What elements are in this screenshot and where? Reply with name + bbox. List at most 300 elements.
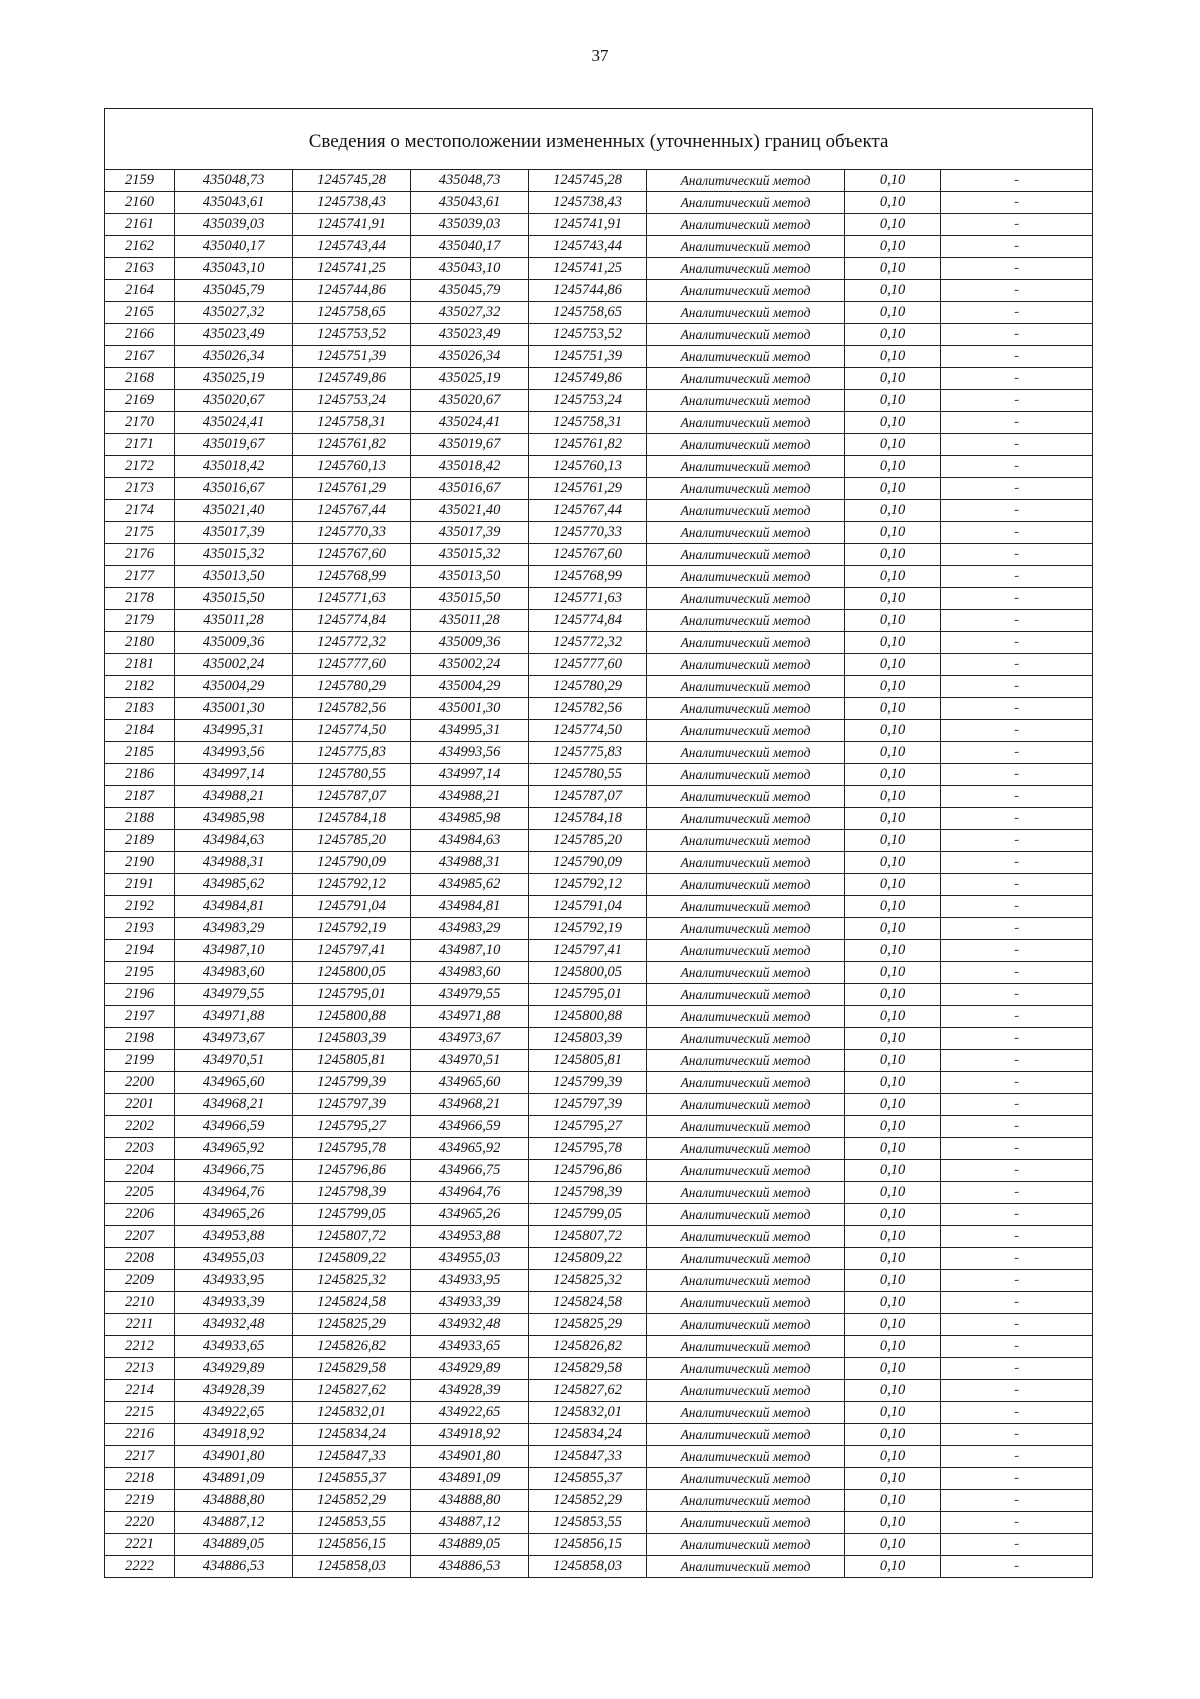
point-number-cell: 2193 — [105, 918, 175, 940]
x-new-cell: 434988,31 — [411, 852, 529, 874]
x-new-cell: 435019,67 — [411, 434, 529, 456]
method-cell: Аналитический метод — [647, 764, 845, 786]
x-new-cell: 435015,32 — [411, 544, 529, 566]
accuracy-cell: 0,10 — [845, 280, 941, 302]
method-cell: Аналитический метод — [647, 1116, 845, 1138]
point-number-cell: 2194 — [105, 940, 175, 962]
method-cell: Аналитический метод — [647, 1072, 845, 1094]
method-cell: Аналитический метод — [647, 984, 845, 1006]
x-new-cell: 434888,80 — [411, 1490, 529, 1512]
note-cell: - — [941, 258, 1093, 280]
y-existing-cell: 1245767,60 — [293, 544, 411, 566]
method-cell: Аналитический метод — [647, 786, 845, 808]
table-row — [105, 830, 1093, 852]
x-existing-cell: 434988,31 — [175, 852, 293, 874]
x-new-cell: 434970,51 — [411, 1050, 529, 1072]
y-existing-cell: 1245796,86 — [293, 1160, 411, 1182]
accuracy-cell: 0,10 — [845, 1072, 941, 1094]
table-row — [105, 1226, 1093, 1248]
table-row — [105, 1182, 1093, 1204]
point-number-cell: 2160 — [105, 192, 175, 214]
accuracy-cell: 0,10 — [845, 258, 941, 280]
x-new-cell: 434928,39 — [411, 1380, 529, 1402]
x-existing-cell: 434888,80 — [175, 1490, 293, 1512]
note-cell: - — [941, 1512, 1093, 1534]
note-cell: - — [941, 1248, 1093, 1270]
y-existing-cell: 1245853,55 — [293, 1512, 411, 1534]
x-existing-cell: 435025,19 — [175, 368, 293, 390]
x-existing-cell: 435021,40 — [175, 500, 293, 522]
y-new-cell: 1245800,05 — [529, 962, 647, 984]
y-existing-cell: 1245834,24 — [293, 1424, 411, 1446]
y-new-cell: 1245790,09 — [529, 852, 647, 874]
table-row — [105, 1358, 1093, 1380]
y-new-cell: 1245856,15 — [529, 1534, 647, 1556]
note-cell: - — [941, 1468, 1093, 1490]
method-cell: Аналитический метод — [647, 1402, 845, 1424]
x-existing-cell: 434995,31 — [175, 720, 293, 742]
x-existing-cell: 435039,03 — [175, 214, 293, 236]
y-existing-cell: 1245795,01 — [293, 984, 411, 1006]
point-number-cell: 2196 — [105, 984, 175, 1006]
x-new-cell: 435009,36 — [411, 632, 529, 654]
table-row — [105, 610, 1093, 632]
note-cell: - — [941, 1446, 1093, 1468]
note-cell: - — [941, 1116, 1093, 1138]
accuracy-cell: 0,10 — [845, 1292, 941, 1314]
method-cell: Аналитический метод — [647, 1248, 845, 1270]
table-row — [105, 786, 1093, 808]
accuracy-cell: 0,10 — [845, 984, 941, 1006]
note-cell: - — [941, 500, 1093, 522]
method-cell: Аналитический метод — [647, 566, 845, 588]
y-existing-cell: 1245790,09 — [293, 852, 411, 874]
table-row — [105, 1534, 1093, 1556]
x-new-cell: 434901,80 — [411, 1446, 529, 1468]
table-row — [105, 1094, 1093, 1116]
accuracy-cell: 0,10 — [845, 368, 941, 390]
point-number-cell: 2210 — [105, 1292, 175, 1314]
note-cell: - — [941, 1380, 1093, 1402]
y-new-cell: 1245827,62 — [529, 1380, 647, 1402]
x-existing-cell: 434929,89 — [175, 1358, 293, 1380]
table-row — [105, 258, 1093, 280]
x-existing-cell: 434901,80 — [175, 1446, 293, 1468]
note-cell: - — [941, 214, 1093, 236]
accuracy-cell: 0,10 — [845, 566, 941, 588]
accuracy-cell: 0,10 — [845, 808, 941, 830]
y-new-cell: 1245738,43 — [529, 192, 647, 214]
x-existing-cell: 434918,92 — [175, 1424, 293, 1446]
y-new-cell: 1245809,22 — [529, 1248, 647, 1270]
table-row — [105, 456, 1093, 478]
x-existing-cell: 435043,61 — [175, 192, 293, 214]
y-new-cell: 1245787,07 — [529, 786, 647, 808]
method-cell: Аналитический метод — [647, 1512, 845, 1534]
y-existing-cell: 1245767,44 — [293, 500, 411, 522]
method-cell: Аналитический метод — [647, 654, 845, 676]
x-new-cell: 435011,28 — [411, 610, 529, 632]
x-new-cell: 435018,42 — [411, 456, 529, 478]
note-cell: - — [941, 1226, 1093, 1248]
accuracy-cell: 0,10 — [845, 764, 941, 786]
y-existing-cell: 1245744,86 — [293, 280, 411, 302]
table-row — [105, 588, 1093, 610]
y-existing-cell: 1245780,55 — [293, 764, 411, 786]
point-number-cell: 2184 — [105, 720, 175, 742]
note-cell: - — [941, 786, 1093, 808]
x-new-cell: 435045,79 — [411, 280, 529, 302]
table-row — [105, 1072, 1093, 1094]
x-existing-cell: 434933,95 — [175, 1270, 293, 1292]
y-existing-cell: 1245798,39 — [293, 1182, 411, 1204]
method-cell: Аналитический метод — [647, 1050, 845, 1072]
x-existing-cell: 434988,21 — [175, 786, 293, 808]
x-existing-cell: 435020,67 — [175, 390, 293, 412]
note-cell: - — [941, 654, 1093, 676]
y-existing-cell: 1245772,32 — [293, 632, 411, 654]
accuracy-cell: 0,10 — [845, 610, 941, 632]
accuracy-cell: 0,10 — [845, 170, 941, 192]
method-cell: Аналитический метод — [647, 588, 845, 610]
y-new-cell: 1245760,13 — [529, 456, 647, 478]
table-row — [105, 1028, 1093, 1050]
y-new-cell: 1245741,25 — [529, 258, 647, 280]
point-number-cell: 2185 — [105, 742, 175, 764]
y-new-cell: 1245782,56 — [529, 698, 647, 720]
point-number-cell: 2186 — [105, 764, 175, 786]
method-cell: Аналитический метод — [647, 478, 845, 500]
note-cell: - — [941, 1534, 1093, 1556]
note-cell: - — [941, 1028, 1093, 1050]
x-new-cell: 435021,40 — [411, 500, 529, 522]
accuracy-cell: 0,10 — [845, 1556, 941, 1578]
y-existing-cell: 1245858,03 — [293, 1556, 411, 1578]
note-cell: - — [941, 742, 1093, 764]
table-row — [105, 1314, 1093, 1336]
table-title-row — [105, 109, 1093, 170]
table-row — [105, 1204, 1093, 1226]
accuracy-cell: 0,10 — [845, 1050, 941, 1072]
x-existing-cell: 435011,28 — [175, 610, 293, 632]
note-cell: - — [941, 412, 1093, 434]
table-row — [105, 720, 1093, 742]
table-row — [105, 1402, 1093, 1424]
note-cell: - — [941, 302, 1093, 324]
table-row — [105, 1116, 1093, 1138]
y-existing-cell: 1245800,05 — [293, 962, 411, 984]
note-cell: - — [941, 1204, 1093, 1226]
point-number-cell: 2182 — [105, 676, 175, 698]
note-cell: - — [941, 324, 1093, 346]
table-row — [105, 852, 1093, 874]
y-existing-cell: 1245760,13 — [293, 456, 411, 478]
note-cell: - — [941, 1050, 1093, 1072]
accuracy-cell: 0,10 — [845, 1138, 941, 1160]
x-new-cell: 435024,41 — [411, 412, 529, 434]
y-existing-cell: 1245761,29 — [293, 478, 411, 500]
accuracy-cell: 0,10 — [845, 1402, 941, 1424]
y-existing-cell: 1245741,91 — [293, 214, 411, 236]
note-cell: - — [941, 236, 1093, 258]
y-existing-cell: 1245770,33 — [293, 522, 411, 544]
y-new-cell: 1245767,44 — [529, 500, 647, 522]
x-existing-cell: 435015,32 — [175, 544, 293, 566]
x-new-cell: 434933,95 — [411, 1270, 529, 1292]
accuracy-cell: 0,10 — [845, 522, 941, 544]
x-new-cell: 434886,53 — [411, 1556, 529, 1578]
x-new-cell: 435013,50 — [411, 566, 529, 588]
table-row — [105, 1556, 1093, 1578]
y-new-cell: 1245761,29 — [529, 478, 647, 500]
method-cell: Аналитический метод — [647, 302, 845, 324]
method-cell: Аналитический метод — [647, 1006, 845, 1028]
x-new-cell: 434953,88 — [411, 1226, 529, 1248]
y-existing-cell: 1245784,18 — [293, 808, 411, 830]
note-cell: - — [941, 940, 1093, 962]
x-existing-cell: 435018,42 — [175, 456, 293, 478]
point-number-cell: 2170 — [105, 412, 175, 434]
y-existing-cell: 1245855,37 — [293, 1468, 411, 1490]
x-existing-cell: 434984,63 — [175, 830, 293, 852]
x-new-cell: 434965,26 — [411, 1204, 529, 1226]
x-existing-cell: 435026,34 — [175, 346, 293, 368]
note-cell: - — [941, 610, 1093, 632]
x-existing-cell: 435024,41 — [175, 412, 293, 434]
accuracy-cell: 0,10 — [845, 786, 941, 808]
y-new-cell: 1245797,39 — [529, 1094, 647, 1116]
table-row — [105, 962, 1093, 984]
y-new-cell: 1245796,86 — [529, 1160, 647, 1182]
point-number-cell: 2167 — [105, 346, 175, 368]
y-new-cell: 1245797,41 — [529, 940, 647, 962]
y-new-cell: 1245758,65 — [529, 302, 647, 324]
y-new-cell: 1245795,78 — [529, 1138, 647, 1160]
accuracy-cell: 0,10 — [845, 852, 941, 874]
note-cell: - — [941, 852, 1093, 874]
method-cell: Аналитический метод — [647, 1358, 845, 1380]
x-new-cell: 434973,67 — [411, 1028, 529, 1050]
table-row — [105, 390, 1093, 412]
x-existing-cell: 434985,98 — [175, 808, 293, 830]
point-number-cell: 2221 — [105, 1534, 175, 1556]
note-cell: - — [941, 1336, 1093, 1358]
y-new-cell: 1245777,60 — [529, 654, 647, 676]
point-number-cell: 2188 — [105, 808, 175, 830]
method-cell: Аналитический метод — [647, 1204, 845, 1226]
note-cell: - — [941, 918, 1093, 940]
y-new-cell: 1245847,33 — [529, 1446, 647, 1468]
y-new-cell: 1245800,88 — [529, 1006, 647, 1028]
x-new-cell: 434966,59 — [411, 1116, 529, 1138]
note-cell: - — [941, 720, 1093, 742]
note-cell: - — [941, 544, 1093, 566]
y-new-cell: 1245775,83 — [529, 742, 647, 764]
accuracy-cell: 0,10 — [845, 632, 941, 654]
x-existing-cell: 434979,55 — [175, 984, 293, 1006]
method-cell: Аналитический метод — [647, 1534, 845, 1556]
point-number-cell: 2203 — [105, 1138, 175, 1160]
y-new-cell: 1245743,44 — [529, 236, 647, 258]
y-existing-cell: 1245795,27 — [293, 1116, 411, 1138]
y-existing-cell: 1245753,52 — [293, 324, 411, 346]
y-new-cell: 1245791,04 — [529, 896, 647, 918]
accuracy-cell: 0,10 — [845, 588, 941, 610]
y-existing-cell: 1245751,39 — [293, 346, 411, 368]
table-row — [105, 1446, 1093, 1468]
accuracy-cell: 0,10 — [845, 1160, 941, 1182]
table-row — [105, 434, 1093, 456]
point-number-cell: 2190 — [105, 852, 175, 874]
x-new-cell: 434993,56 — [411, 742, 529, 764]
accuracy-cell: 0,10 — [845, 324, 941, 346]
x-existing-cell: 435013,50 — [175, 566, 293, 588]
note-cell: - — [941, 1358, 1093, 1380]
point-number-cell: 2202 — [105, 1116, 175, 1138]
point-number-cell: 2214 — [105, 1380, 175, 1402]
point-number-cell: 2199 — [105, 1050, 175, 1072]
accuracy-cell: 0,10 — [845, 1028, 941, 1050]
y-new-cell: 1245771,63 — [529, 588, 647, 610]
x-existing-cell: 434983,60 — [175, 962, 293, 984]
point-number-cell: 2183 — [105, 698, 175, 720]
x-new-cell: 435004,29 — [411, 676, 529, 698]
x-new-cell: 435015,50 — [411, 588, 529, 610]
y-existing-cell: 1245775,83 — [293, 742, 411, 764]
accuracy-cell: 0,10 — [845, 1006, 941, 1028]
x-new-cell: 434983,60 — [411, 962, 529, 984]
table-row — [105, 192, 1093, 214]
method-cell: Аналитический метод — [647, 896, 845, 918]
x-new-cell: 435017,39 — [411, 522, 529, 544]
method-cell: Аналитический метод — [647, 808, 845, 830]
method-cell: Аналитический метод — [647, 698, 845, 720]
y-existing-cell: 1245829,58 — [293, 1358, 411, 1380]
point-number-cell: 2211 — [105, 1314, 175, 1336]
x-new-cell: 434997,14 — [411, 764, 529, 786]
y-existing-cell: 1245743,44 — [293, 236, 411, 258]
point-number-cell: 2209 — [105, 1270, 175, 1292]
accuracy-cell: 0,10 — [845, 742, 941, 764]
table-row — [105, 1468, 1093, 1490]
method-cell: Аналитический метод — [647, 544, 845, 566]
method-cell: Аналитический метод — [647, 1446, 845, 1468]
x-new-cell: 434984,81 — [411, 896, 529, 918]
y-existing-cell: 1245800,88 — [293, 1006, 411, 1028]
accuracy-cell: 0,10 — [845, 918, 941, 940]
table-row — [105, 1336, 1093, 1358]
point-number-cell: 2220 — [105, 1512, 175, 1534]
method-cell: Аналитический метод — [647, 1490, 845, 1512]
point-number-cell: 2213 — [105, 1358, 175, 1380]
x-existing-cell: 434983,29 — [175, 918, 293, 940]
method-cell: Аналитический метод — [647, 1336, 845, 1358]
accuracy-cell: 0,10 — [845, 654, 941, 676]
y-existing-cell: 1245749,86 — [293, 368, 411, 390]
y-existing-cell: 1245771,63 — [293, 588, 411, 610]
x-existing-cell: 434984,81 — [175, 896, 293, 918]
accuracy-cell: 0,10 — [845, 390, 941, 412]
table-row — [105, 918, 1093, 940]
method-cell: Аналитический метод — [647, 1270, 845, 1292]
table-row — [105, 764, 1093, 786]
y-new-cell: 1245744,86 — [529, 280, 647, 302]
y-new-cell: 1245855,37 — [529, 1468, 647, 1490]
x-new-cell: 434971,88 — [411, 1006, 529, 1028]
table-row — [105, 654, 1093, 676]
x-existing-cell: 435045,79 — [175, 280, 293, 302]
accuracy-cell: 0,10 — [845, 1490, 941, 1512]
table-row — [105, 984, 1093, 1006]
y-existing-cell: 1245803,39 — [293, 1028, 411, 1050]
accuracy-cell: 0,10 — [845, 1358, 941, 1380]
note-cell: - — [941, 566, 1093, 588]
x-new-cell: 434968,21 — [411, 1094, 529, 1116]
y-existing-cell: 1245799,39 — [293, 1072, 411, 1094]
y-new-cell: 1245805,81 — [529, 1050, 647, 1072]
table-row — [105, 302, 1093, 324]
x-new-cell: 434933,39 — [411, 1292, 529, 1314]
method-cell: Аналитический метод — [647, 940, 845, 962]
y-existing-cell: 1245787,07 — [293, 786, 411, 808]
point-number-cell: 2169 — [105, 390, 175, 412]
accuracy-cell: 0,10 — [845, 1424, 941, 1446]
table-row — [105, 632, 1093, 654]
x-existing-cell: 434965,60 — [175, 1072, 293, 1094]
y-existing-cell: 1245774,50 — [293, 720, 411, 742]
table-row — [105, 412, 1093, 434]
y-existing-cell: 1245847,33 — [293, 1446, 411, 1468]
method-cell: Аналитический метод — [647, 522, 845, 544]
y-new-cell: 1245753,24 — [529, 390, 647, 412]
note-cell: - — [941, 676, 1093, 698]
x-existing-cell: 435027,32 — [175, 302, 293, 324]
method-cell: Аналитический метод — [647, 346, 845, 368]
point-number-cell: 2159 — [105, 170, 175, 192]
x-new-cell: 434891,09 — [411, 1468, 529, 1490]
y-existing-cell: 1245832,01 — [293, 1402, 411, 1424]
table-row — [105, 742, 1093, 764]
page-number: 37 — [591, 46, 609, 65]
point-number-cell: 2163 — [105, 258, 175, 280]
x-existing-cell: 434993,56 — [175, 742, 293, 764]
x-existing-cell: 434968,21 — [175, 1094, 293, 1116]
table-row — [105, 1006, 1093, 1028]
y-existing-cell: 1245805,81 — [293, 1050, 411, 1072]
x-existing-cell: 434987,10 — [175, 940, 293, 962]
method-cell: Аналитический метод — [647, 456, 845, 478]
accuracy-cell: 0,10 — [845, 896, 941, 918]
point-number-cell: 2198 — [105, 1028, 175, 1050]
method-cell: Аналитический метод — [647, 1094, 845, 1116]
x-new-cell: 435043,61 — [411, 192, 529, 214]
table-row — [105, 1512, 1093, 1534]
x-existing-cell: 434985,62 — [175, 874, 293, 896]
y-existing-cell: 1245797,39 — [293, 1094, 411, 1116]
method-cell: Аналитический метод — [647, 170, 845, 192]
method-cell: Аналитический метод — [647, 676, 845, 698]
point-number-cell: 2179 — [105, 610, 175, 632]
x-existing-cell: 434966,75 — [175, 1160, 293, 1182]
method-cell: Аналитический метод — [647, 1028, 845, 1050]
method-cell: Аналитический метод — [647, 236, 845, 258]
x-new-cell: 435043,10 — [411, 258, 529, 280]
x-new-cell: 435040,17 — [411, 236, 529, 258]
point-number-cell: 2200 — [105, 1072, 175, 1094]
method-cell: Аналитический метод — [647, 412, 845, 434]
point-number-cell: 2212 — [105, 1336, 175, 1358]
note-cell: - — [941, 1490, 1093, 1512]
